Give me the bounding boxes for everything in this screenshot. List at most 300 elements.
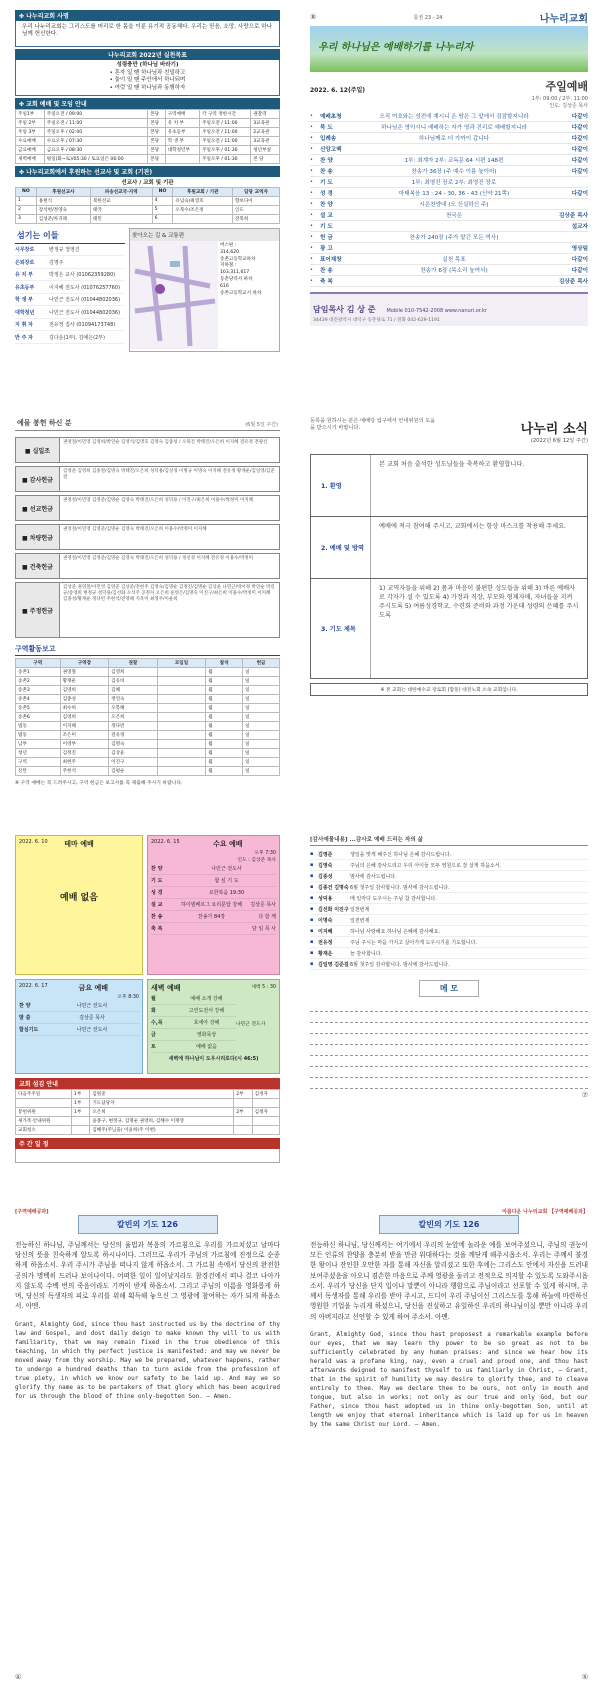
table-cell: 구역예배 [165, 109, 199, 118]
staff-role: 학 생 부 [15, 297, 33, 303]
order-row [151, 887, 276, 899]
table-cell: 송촌4 [16, 695, 61, 704]
table-cell [234, 1117, 252, 1126]
worship-order-row [310, 210, 588, 221]
order-row [151, 1005, 236, 1017]
table-cell: 본당 [148, 118, 166, 127]
table-cell: 각 구역 정한시간 [200, 109, 251, 118]
table-cell: 월 [206, 740, 243, 749]
table-cell: 일 [243, 758, 280, 767]
table-cell: 최수희 [60, 704, 109, 713]
dawn-preacher: 나민근 전도사 [236, 1021, 266, 1027]
staff-row [15, 294, 125, 307]
order-name: 표어제창 [320, 257, 342, 263]
prayer-tag: [구역예배공과] [15, 1209, 49, 1215]
order-content: 찬송가 6장 (목소리 높여서) [420, 268, 488, 274]
table-header-cell: NO [16, 187, 37, 196]
theme-title: 테마 예배 [64, 840, 94, 848]
table-cell: 금요오후 / 08:30 [44, 145, 147, 154]
order-name: 성 경 [151, 890, 163, 896]
memo-lines [310, 1001, 588, 1089]
table-cell: 오복해 [109, 704, 158, 713]
order-name: 헌 금 [320, 235, 333, 241]
thanks-text: 주님의 은혜 감사드리고 우리 아이들 모두 영원으로 잘 살게 하옵소서. [350, 862, 502, 869]
table-cell: 인도 [232, 205, 279, 214]
thanks-name: 김선화 이진구 [318, 906, 349, 913]
prayer-korean: 전능하신 하나님, 주님께서는 당신의 율법과 복음의 가르침으로 우리를 가르치셨고 날마다 당신의 뜻을 친숙하게 알도록 하시나이다. 그러므로 우리가 주님의 가르침에 진정으로 순종하게 하옵소서. 우리 주시가 주님을 떠나지 않게 하옵소서. 그 가르침 속에서 당신의 완전한 공의가 명백히 드러나 보이나이다. 어떠한 일이 일어날지라도 참경건에서 떠나 결코 나아가지 않도록 수백 번의 죽음이라도 기꺼이 받게 하옵소서. 그리고 주님의 이름을 영화롭게 하며, 당신의 독생자의 피로 우리를 위해 획득해 놓으신 그 영광에 참여하는 자가 되게 하옵소서. 아멘. [15, 1241, 280, 1311]
table-cell: 주일오전 / 11:00 [200, 127, 251, 136]
fri-date: 2022. 6. 17 [19, 983, 48, 989]
order-row [151, 923, 276, 935]
table-cell: 조은미 [60, 731, 109, 740]
table-cell: 유넘숙/최영호 [173, 196, 233, 205]
dawn-time: 새벽 5 : 30 [251, 985, 276, 990]
table-cell: 3교육관 [251, 136, 280, 145]
order-leader: 설교자 [571, 224, 588, 230]
table-cell: 본 당 [251, 154, 280, 163]
map-info-line: 103,311,617 [220, 270, 250, 276]
news-key: 2. 예배 및 방역 [311, 517, 371, 578]
table-cell: 청년 [16, 749, 61, 758]
map-info-line: 616 [220, 284, 229, 290]
goal-list [15, 60, 280, 96]
order-leader: 다같이 [571, 136, 588, 142]
map-info-line: 지하철 : [220, 263, 237, 269]
order-name: 묵 도 [320, 125, 333, 131]
staff-name: 전유정 집사 (01094173748) [49, 322, 116, 328]
order-name: 성 경 [320, 191, 333, 197]
table-header-cell: 후원선교사 [36, 187, 90, 196]
table-row [16, 668, 280, 677]
table-cell: 새벽예배 [16, 154, 45, 163]
order-content: 천국은 [445, 213, 463, 219]
order-name: 찬 양 [151, 866, 163, 872]
table-row [16, 145, 280, 154]
table-row [16, 713, 280, 722]
staff-row [15, 244, 125, 257]
table-cell: 김정자 [252, 1090, 279, 1099]
thanks-text: 하나님 사랑해요 하나님 은혜에 감사해요. [350, 928, 441, 935]
table-cell: 김유비 [109, 677, 158, 686]
table-header-cell: 담당 교역자 [232, 187, 279, 196]
map-info-line: 버스편 : [220, 242, 237, 248]
table-cell: 김영희 [60, 686, 109, 695]
table-cell [252, 1117, 279, 1126]
table-row [16, 1117, 280, 1126]
table-cell: 2부 [234, 1090, 252, 1099]
table-cell: 주일오전 / 11:00 [200, 118, 251, 127]
dawn-worship-box [147, 979, 280, 1074]
news-week: (2022년 6월 12일 주간) [530, 438, 588, 444]
table-row [16, 205, 280, 214]
table-cell: 남부 [16, 740, 61, 749]
news-footer: ※ 본 교회는 대한예수교 장로회 (합동) 대전노회 소속 교회입니다. [310, 683, 588, 696]
table-cell: 송촌1 [16, 668, 61, 677]
staff-name: 이지혜 전도사 (01076257760) [49, 284, 121, 291]
schedule-blank [15, 1149, 280, 1163]
order-leader: 다같이 [571, 257, 588, 263]
page-number: ⑤ [581, 1673, 588, 1681]
bullet-icon: • [310, 212, 313, 218]
table-cell: 일 [243, 668, 280, 677]
table-cell: 주일오후 / 01:30 [200, 154, 251, 163]
order-content: 실천 목표 [442, 257, 466, 263]
order-content: 찬송가 36장 (주 예수 이름 높이어) [411, 169, 497, 175]
bullet-icon: • [310, 223, 313, 229]
thanks-text: 범사에 감사드립니다. [350, 873, 397, 880]
table-cell: 월 [206, 749, 243, 758]
table-cell [234, 1099, 252, 1108]
table-cell: 이영부 [60, 740, 109, 749]
order-row [151, 863, 276, 875]
table-row [16, 722, 280, 731]
table-cell: 태민 [90, 214, 152, 223]
staff-role: 시무장로 [15, 247, 35, 253]
fri-time: 오후 8:30 [117, 995, 139, 1000]
bullet-icon: ▪ [310, 906, 314, 912]
thanks-text: 6월 첫주일 감사합니다. 범사에 감사드립니다. [350, 884, 450, 891]
table-row [16, 1090, 280, 1099]
news-value: 예배에 적극 참여해 주시고, 교회에서는 항상 마스크를 착용해 주세요. [379, 523, 567, 530]
offering-type: ■ 건축헌금 [16, 554, 60, 578]
table-cell: 오북수/조은정 [173, 205, 233, 214]
prayer-english: Grant, Almighty God, since thou hast proposest a remarkable example before our eyes, that we may learn thy power to be so great as not to be sufficiently celebrated by any human praises: and since we hear how its herald was a profane king, nay, even a cruel and proud one, and thou hast afterwards deigned to manifest thyself to us familiarly in Christ, — Grant, that in the spirit of humility we may desire to glorify thee, and to cleave entirely to thee. May we declare thee to be ours, not only in mouth and tongue, but also in works: not only as our true and only God, but our Father, since thou hast adopted us in thine only-begotten Son, until at length we enjoy that eternal inheritance which is laid up for us in heaven by the same Christ our Lord. — Amen. [310, 1330, 588, 1428]
table-row [16, 127, 280, 136]
table-cell: 윤종구, 변정규, 김명순 권영희, 김혜수 이재영 [90, 1117, 234, 1126]
dawn-title: 새벽 예배 [151, 984, 181, 992]
table-cell: 일 [243, 677, 280, 686]
order-leader: 담 임 목 사 [251, 926, 276, 932]
pastor-name: 담임목사 김 상 준 [313, 305, 376, 314]
offering-names: 권영철/이민영 김영준/김명순 김영숙 박태진/오은희 성덕용 / 이진구/최은희 이용수/박정미 이지혜 [63, 498, 254, 503]
cell-table [15, 658, 280, 776]
table-cell: 본당 [148, 136, 166, 145]
thanks-name: 김영숙 [318, 862, 333, 869]
offering-names: 김영준 김영희 김종철/김명숙 박태진/오은희 성덕용/김상경 이병규 이명숙 이지혜 전유정 황재운/김일영/김준걸 [63, 469, 275, 481]
service-heading: 교회 섬김 안내 [15, 1078, 280, 1089]
worship-order-row [310, 144, 588, 155]
worship-times: 1부: 09:00 / 2부: 11:00 [531, 96, 588, 102]
table-cell: 수요오후 / 07:30 [44, 136, 147, 145]
table-row [16, 758, 280, 767]
map-info [218, 241, 263, 349]
thanks-name: 성덕용 [318, 895, 333, 902]
table-row [16, 1099, 280, 1108]
page-weekday-worship [15, 835, 280, 1150]
thanks-row [310, 882, 588, 893]
order-name: 축 복 [320, 279, 333, 285]
map-image [130, 241, 218, 349]
staff-row [15, 269, 125, 282]
goal-item: • 여럿 일 땐 하나님과 동행하자 [109, 85, 186, 92]
service-table [15, 109, 280, 164]
worship-order-row [310, 265, 588, 276]
table-cell: 6 [152, 214, 173, 223]
table-cell: 태국 [90, 205, 152, 214]
worship-order-row [310, 166, 588, 177]
table-cell: 교회청소 [16, 1126, 72, 1135]
bullet-icon: ▪ [310, 950, 314, 956]
table-cell: 김성준/차귀례 [36, 214, 90, 223]
table-cell: 정연숙 [109, 695, 158, 704]
table-cell: 법동 [16, 731, 61, 740]
table-cell: 일 [243, 731, 280, 740]
theme-text: 예배 없음 [60, 893, 98, 903]
thanks-row [310, 849, 588, 860]
map-info-line: 314,620 [220, 249, 239, 255]
order-content: 찬송가 240장 (주가 맡긴 모든 역사) [409, 235, 499, 241]
order-content: 호세아 강해 [193, 1020, 220, 1026]
table-cell: 4 [152, 196, 173, 205]
table-cell: 5 [152, 205, 173, 214]
table-cell: 학 생 부 [165, 136, 199, 145]
offering-names: 권영철/이민영 김영희/박연순 김영석/김영호 김영숙 김종성 / 오북진 박태진/오은희 이지혜 전유정 전광신 [63, 440, 268, 445]
offering-heading: 예물 봉헌 하신 분 [17, 419, 72, 427]
order-row [19, 1000, 139, 1012]
service-schedule-table [15, 1089, 280, 1135]
offering-list [15, 437, 280, 638]
table-row [16, 677, 280, 686]
table-cell: 김종성 [60, 695, 109, 704]
table-cell: 송촌5 [16, 704, 61, 713]
offering-type: ■ 선교헌금 [16, 496, 60, 520]
table-cell: 오은희 [109, 713, 158, 722]
order-name: 광 고 [320, 246, 333, 252]
table-cell: 일 [243, 686, 280, 695]
order-name: 월 [151, 996, 156, 1002]
table-cell: 월 [206, 713, 243, 722]
prayer-title: 칼빈의 기도 126 [379, 1215, 519, 1234]
order-name: 금 [151, 1032, 156, 1038]
map-info-line: 송촌고등학교하차 [220, 256, 256, 262]
table-header-cell: 헌금 [243, 659, 280, 668]
wed-order [151, 863, 276, 935]
bullet-icon: • [310, 146, 313, 152]
table-cell [157, 749, 206, 758]
bullet-icon: ▪ [310, 862, 314, 868]
staff-row [15, 319, 125, 332]
table-cell: 2부 [234, 1108, 252, 1117]
cell-heading: 구역활동보고 [15, 644, 280, 656]
table-cell: 권영철 [60, 668, 109, 677]
order-content: 하이델베르그 요리문답 강해 [180, 902, 243, 908]
table-row [16, 704, 280, 713]
table-cell: 월 [206, 767, 243, 776]
table-cell: 송촌6 [16, 713, 61, 722]
thanks-text: 매 일마다 도우시는 주님 참 감사합니다. [350, 895, 437, 902]
offering-type: ■ 감사헌금 [16, 467, 60, 491]
table-cell: 구역 [16, 758, 61, 767]
thanks-row [310, 937, 588, 948]
table-cell: 주일1부 [16, 109, 45, 118]
thanks-row [310, 948, 588, 959]
worship-order-row [310, 111, 588, 122]
bullet-icon: ▪ [310, 895, 314, 901]
thanks-text: 생일을 맞게 해주신 하나님 은혜 감사드립니다. [350, 851, 452, 858]
table-row [16, 731, 280, 740]
page-number: ⑧ [310, 13, 317, 21]
table-cell: 주일 2부 [16, 118, 45, 127]
table-cell: 장석현/정영숙 [36, 205, 90, 214]
order-leader: 다같이 [571, 125, 588, 131]
table-cell: 송촌2 [16, 677, 61, 686]
bullet-icon: • [310, 179, 313, 185]
order-leader: 김상준 목사 [559, 279, 588, 285]
theme-date: 2022. 6. 10 [19, 839, 48, 845]
bullet-icon: ▪ [310, 928, 314, 934]
table-cell [173, 214, 233, 223]
bullet-icon: • [310, 234, 313, 240]
order-row [151, 911, 276, 923]
table-cell [157, 713, 206, 722]
order-name: 기 도 [320, 224, 333, 230]
table-cell: 일 [243, 704, 280, 713]
table-header-cell: 권찰 [109, 659, 158, 668]
table-cell: 일 [243, 749, 280, 758]
table-cell: 법동 [16, 722, 61, 731]
staff-name: 박정은 교사 (01062359280) [49, 272, 116, 278]
bullet-icon: ▪ [310, 851, 314, 857]
wed-time: 오후 7:30 [254, 851, 276, 856]
worship-officiant: 인도: 김상준 목사 [549, 103, 588, 109]
table-cell: 월 [206, 668, 243, 677]
table-header-cell: 모임일 [157, 659, 206, 668]
news-title: 나누리 소식 [520, 422, 588, 437]
table-header-row [16, 659, 280, 668]
bullet-icon: • [310, 124, 313, 130]
map-info-line: 송촌고등학교서 하차 [220, 290, 262, 296]
news-value: 본 교회 처음 출석한 성도님들을 축복하고 환영합니다. [379, 461, 525, 468]
thanks-row [310, 915, 588, 926]
table-cell [157, 686, 206, 695]
table-row [16, 740, 280, 749]
thanks-name: 이지혜 [318, 928, 333, 935]
table-cell [157, 695, 206, 704]
memo-title: 메 모 [419, 980, 479, 997]
table-cell: 본당 [148, 109, 166, 118]
table-cell: 김영희 [60, 713, 109, 722]
table-cell: 향보다이 [232, 196, 279, 205]
cell-note: ※ 구역 예배는 꼭 드려주시고, 구역 헌금은 보고서를 꼭 제출해 주시기 바랍니다. [15, 781, 183, 786]
worship-order-row [310, 188, 588, 199]
table-cell: 김평순 [109, 767, 158, 776]
bullet-icon: ▪ [310, 917, 314, 923]
news-key: 1. 환영 [311, 455, 371, 516]
table-cell [157, 731, 206, 740]
thanks-row [310, 871, 588, 882]
table-cell: 월 [206, 695, 243, 704]
worship-order-row [310, 243, 588, 254]
order-name: 축 복 [151, 926, 163, 932]
table-cell: 권찰댁 [251, 109, 280, 118]
table-cell: 1 [16, 196, 37, 205]
order-content: 시온찬양대 (오 신실하신 주) [419, 202, 489, 208]
news-item [310, 455, 588, 517]
order-name: 토 [151, 1044, 156, 1050]
order-content: 예배 없음 [196, 1044, 217, 1050]
order-content: 나민근 전도사 [76, 1027, 108, 1033]
order-content: 찬송가 84장 [197, 914, 226, 920]
table-row [16, 695, 280, 704]
table-cell: 월 [206, 686, 243, 695]
prayer-korean: 전능하신 하나님, 당신께서는 여기에서 우리의 눈앞에 놀라운 예를 보여주셨으니, 주님의 권능이 모든 인류의 찬양을 충분히 받을 만큼 위대하다는 것을 깨닫게 해주시옵소서. 우리는 주께서 불경한 왕이나 잔인한 오만한 자를 통해 자신을 알리셨고 또한 후에는 그리스도 안에서 자신을 드러내 보여주셨음을 아오니 겸손한 마음으로 주께 영광을 돌리고 전적으로 의지할 수 있도록 도와주시옵소서. 우리가 당신을 단지 입이나 말뿐이 아니라 행함으로 주님이라고 선포할 수 있게 하시며, 주께서 독생자를 통해 우리를 받아 주시고, 드디어 우리 주님이신 그리스도를 통해 하늘에 마련하신 영원한 기업을 누리게 하셨으니, 당신을 진실하고 유일하신 우리의 하나님이실 뿐만 아니라 우리의 아버지라고 선언할 수 있게 하여 주소서. 아멘. [310, 1241, 588, 1321]
table-row [16, 1108, 280, 1117]
table-cell: 일 [243, 722, 280, 731]
table-cell [157, 740, 206, 749]
thanks-name: 김종건 김명숙 [318, 884, 349, 891]
issue-number: 통권 23 - 24 [413, 14, 443, 21]
prayer-english: Grant, Almighty God, since thou hast instructed us by the doctrine of thy law and Gospel, and dost daily deign to make known thy will to us with familiarity, that we may remain fixed in the true obedience of this teaching, in which thy perfect justice is manifested: and may we never be moved away from thy worship. May we be prepared, whatever happens, rather to undergo a hundred deaths than to turn aside from the profession of true piety, in which we know our safety to be laid up. And may we so glorify thy name as to be partakers of that glory which has been acquired for us through the blood of thine only-begotten Son. — Amen. [15, 1320, 280, 1400]
table-cell: 기도담당자 [90, 1099, 234, 1108]
offering-names: 권영철/이민영 김영준/김명순 김영숙 박태진/오은희 성덕용 / 정선경 이지혜 전유정 이용수/박정미 [63, 556, 253, 561]
order-name: 찬 송 [320, 169, 333, 175]
staff-list [15, 244, 125, 344]
goal-item: • 둘이 일 땐 주안에서 하나되며 [109, 77, 186, 84]
order-name: 찬 송 [320, 268, 333, 274]
table-cell: 일 [243, 713, 280, 722]
offering-row [15, 582, 280, 638]
table-row [16, 154, 280, 163]
order-row [151, 1029, 236, 1041]
service-heading: ✤ 교회 예배 및 모임 안내 [15, 98, 280, 109]
worship-order-row [310, 155, 588, 166]
table-cell [157, 767, 206, 776]
thanks-row [310, 959, 588, 970]
table-cell [252, 1099, 279, 1108]
worship-date: 2022. 6. 12(주일) [310, 87, 366, 94]
order-row [19, 1012, 139, 1024]
staff-role: 반 주 자 [15, 334, 33, 341]
worship-title: 주일예배 [545, 80, 588, 93]
staff-name: 나민근 전도사 (01044802036) [49, 309, 121, 316]
thanks-name: 김종성 [318, 873, 333, 880]
table-row [16, 136, 280, 145]
table-row [16, 196, 280, 205]
table-cell: 주일오후 / 02:00 [44, 127, 147, 136]
order-name: 예배초청 [320, 114, 342, 120]
offering-names: 권영철/이민영 김영준/김명순 김영숙 박태진/오은희 이용수/박정미 이지혜 [63, 527, 207, 532]
order-name: 찬 송 [151, 914, 163, 920]
worship-order [310, 111, 588, 287]
prayer-title: 칼빈의 기도 126 [78, 1215, 218, 1234]
table-cell: 북한선교 [90, 196, 152, 205]
table-cell: 대학청년부 [165, 145, 199, 154]
table-cell: 새가족·안내위원 [16, 1117, 72, 1126]
order-name: 찬 양 [320, 158, 333, 164]
table-cell: 2 [16, 205, 37, 214]
order-name: 입례송 [320, 136, 337, 142]
page-news [310, 418, 588, 778]
offering-week: (6월 5일 주간) [245, 422, 278, 428]
order-name: 찬 양 [19, 1003, 31, 1009]
table-cell: 일 [243, 695, 280, 704]
table-cell: 김상윤 [109, 749, 158, 758]
order-name: 설 교 [320, 213, 333, 219]
table-cell: 월 [206, 722, 243, 731]
thanks-row [310, 893, 588, 904]
staff-row [15, 281, 125, 294]
table-cell: 김원준 [90, 1090, 234, 1099]
bullet-icon: ▪ [310, 939, 314, 945]
order-content: 1부: 최계자 2부: 교독문 64 시편 148편 [404, 158, 504, 164]
table-cell: 금요예배 [16, 145, 45, 154]
page-thanks [310, 835, 588, 1150]
church-name: 나누리교회 [539, 13, 588, 25]
order-content: 김상준 목사 [79, 1015, 105, 1021]
table-cell: 주현석 [60, 767, 109, 776]
table-cell: 3 [16, 214, 37, 223]
order-name: 말 씀 [19, 1015, 31, 1021]
